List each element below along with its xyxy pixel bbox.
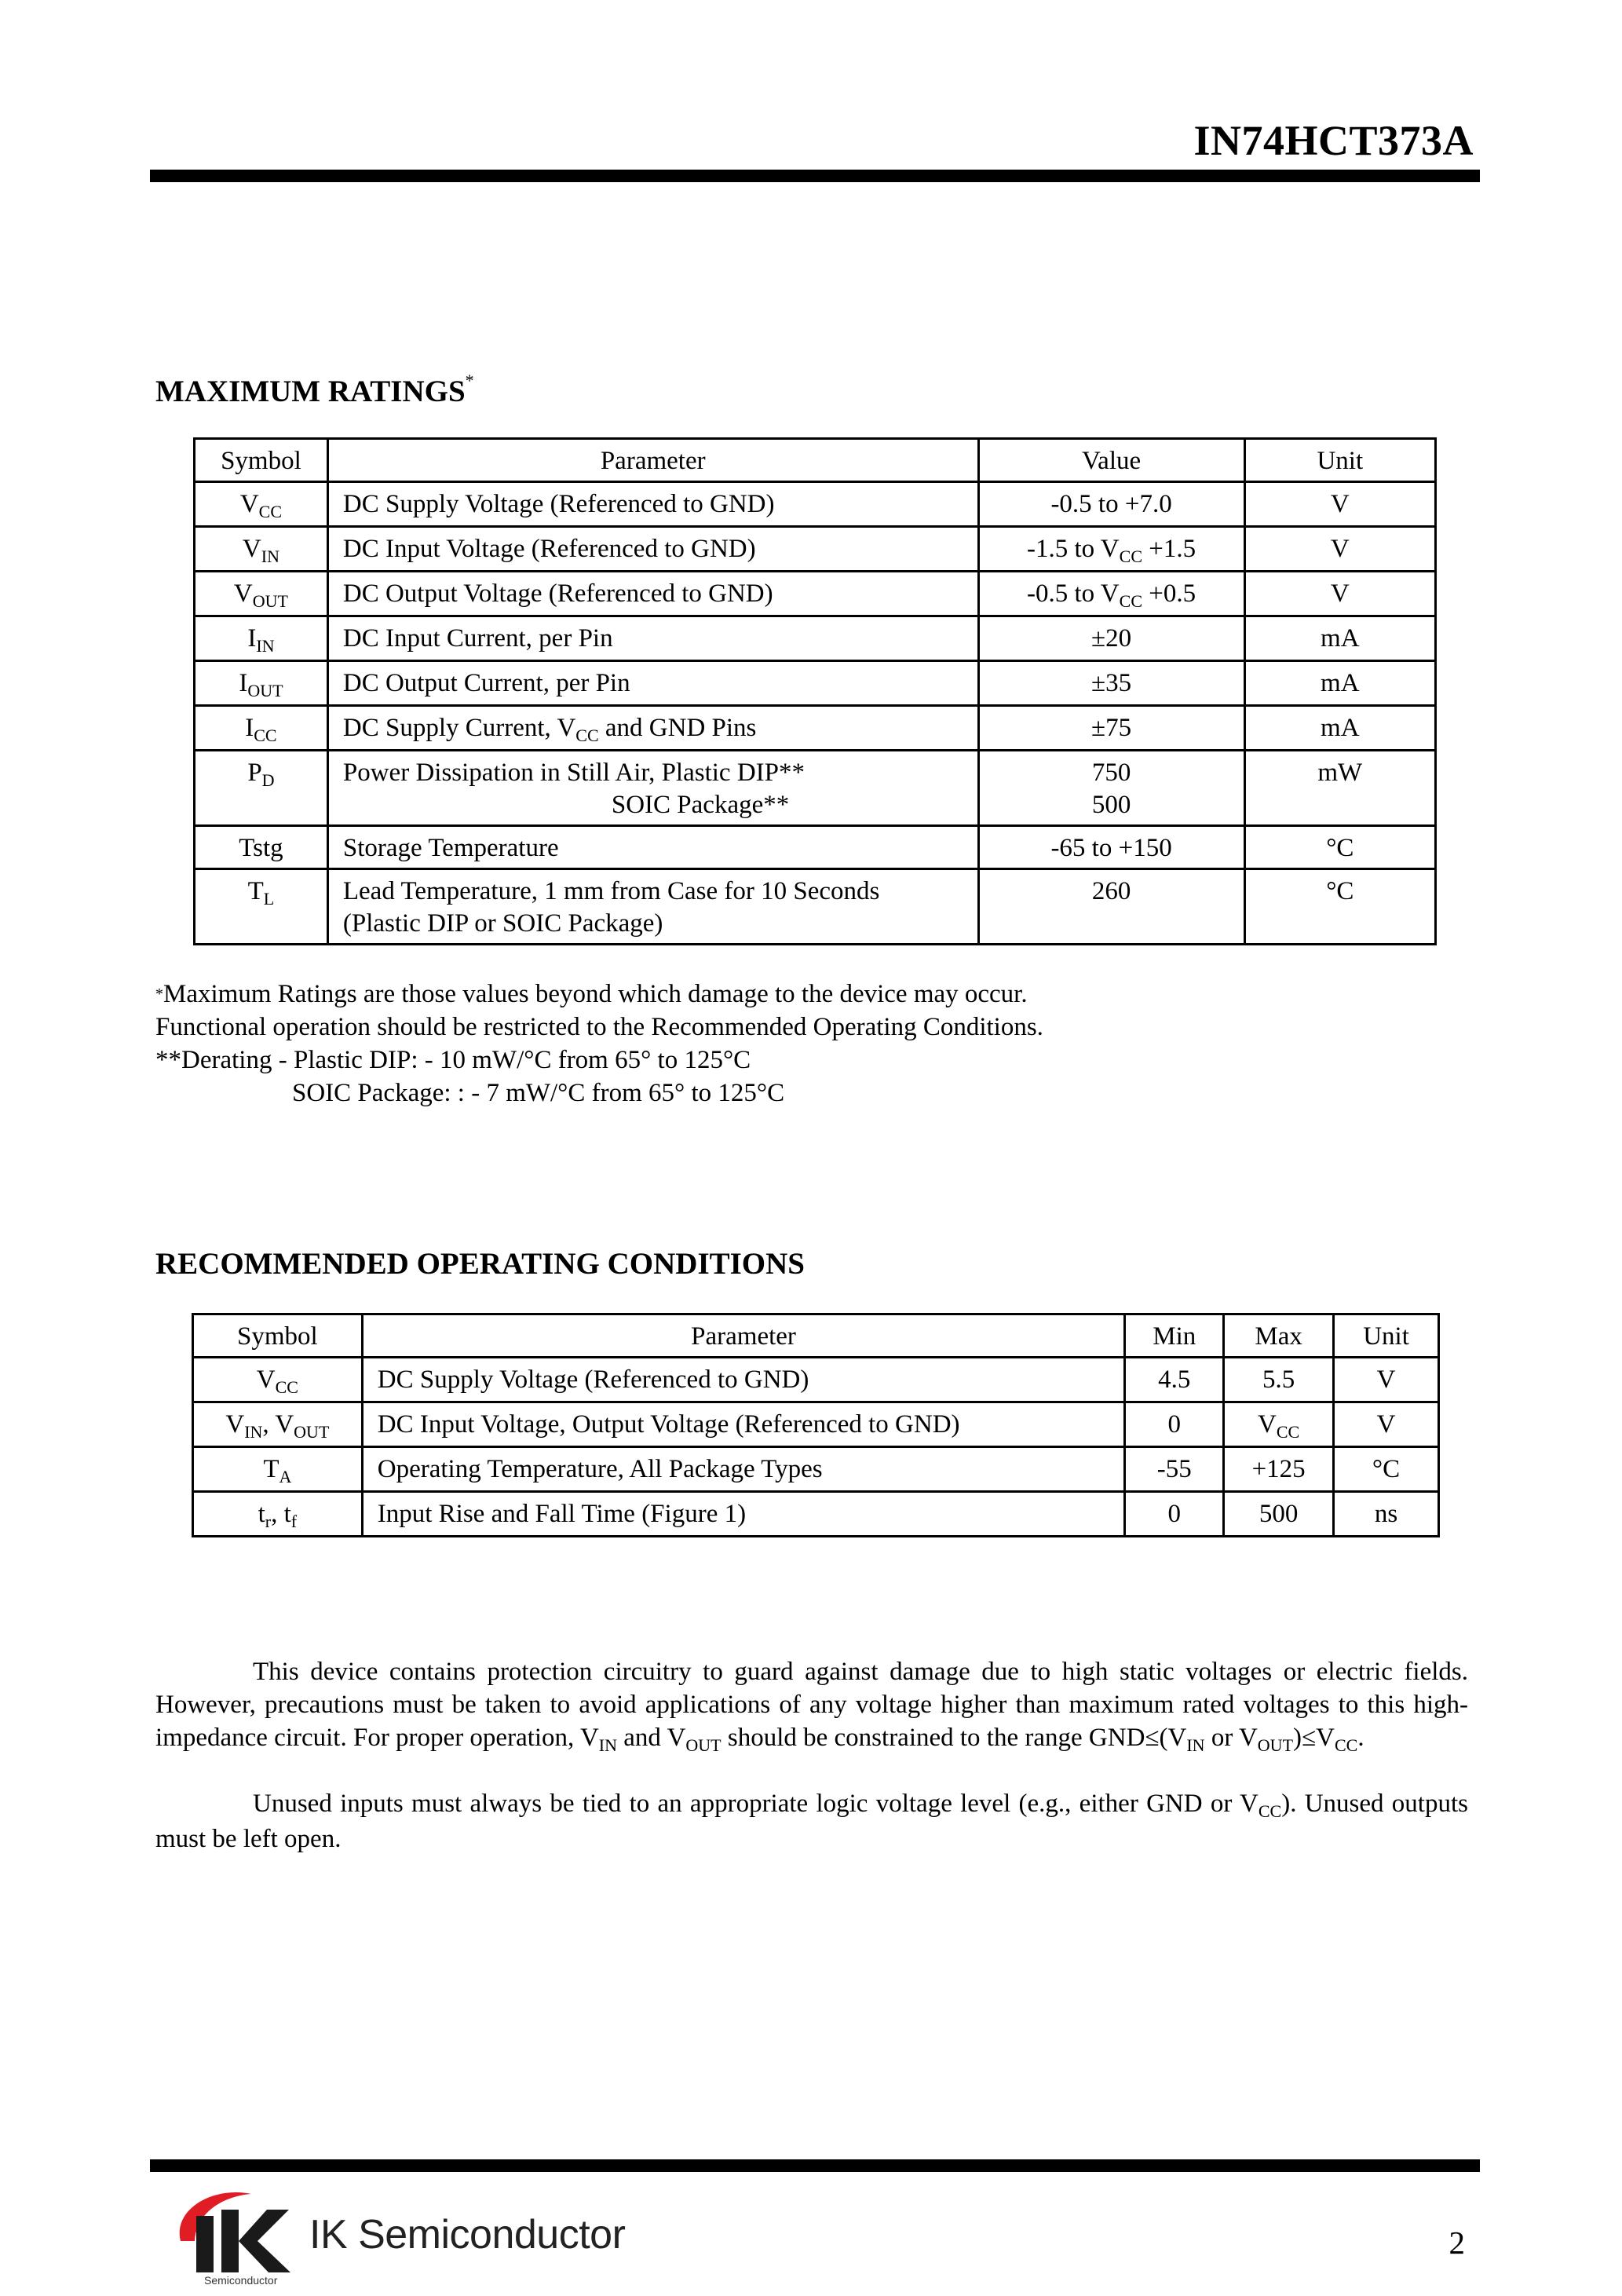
min-cell: 4.5 — [1125, 1358, 1224, 1402]
symbol-cell: $T_A$ — [193, 1447, 363, 1492]
column-header: Symbol — [195, 439, 328, 482]
min-cell: -55 — [1125, 1447, 1224, 1492]
table-row — [195, 826, 1436, 869]
value-cell: -65 to +150 — [978, 826, 1244, 869]
parameter-cell: Power Dissipation in Still Air, Plastic DIP** SOIC Package** — [327, 751, 978, 826]
footer-rule — [150, 2159, 1480, 2172]
unit-cell: °C — [1244, 869, 1435, 945]
table-row — [195, 482, 1436, 527]
symbol-cell: $T_L$ — [195, 869, 328, 945]
value-cell: 750 500 — [978, 751, 1244, 826]
parameter-cell: DC Output Current, per Pin — [327, 661, 978, 706]
table-row — [195, 572, 1436, 616]
company-name: IK Semiconductor — [309, 2212, 626, 2258]
max-cell: $V_{CC}$ — [1224, 1402, 1334, 1447]
rec-conditions-table — [192, 1313, 1440, 1537]
symbol-cell: $t_r$, $t_f$ — [193, 1492, 363, 1537]
note-line: **Derating - Plastic DIP: - 10 mW/°C from 65° to 125°C — [155, 1046, 751, 1074]
symbol-cell: $P_D$ — [195, 751, 328, 826]
unit-cell: mA — [1244, 661, 1435, 706]
column-header: Parameter — [327, 439, 978, 482]
table-row — [193, 1402, 1439, 1447]
unit-cell: V — [1244, 527, 1435, 572]
unit-cell: mW — [1244, 751, 1435, 826]
parameter-cell: Input Rise and Fall Time (Figure 1) — [362, 1492, 1125, 1537]
max-ratings-heading: MAXIMUM RATINGS* — [155, 371, 474, 408]
value-cell: -0.5 to $V_{CC} +0.5$ — [978, 572, 1244, 616]
symbol-cell: $I_{IN}$ — [195, 616, 328, 661]
parameter-cell: DC Output Voltage (Referenced to GND) — [327, 572, 978, 616]
table-row — [193, 1447, 1439, 1492]
ik-logo-icon — [165, 2186, 306, 2280]
value-cell: ±35 — [978, 661, 1244, 706]
max-cell: +125 — [1224, 1447, 1334, 1492]
unit-cell: °C — [1244, 826, 1435, 869]
symbol-cell: $V_{CC}$ — [193, 1358, 363, 1402]
rec-conditions-heading: RECOMMENDED OPERATING CONDITIONS — [155, 1247, 805, 1281]
unit-cell: V — [1334, 1402, 1439, 1447]
note-line: *Maximum Ratings are those values beyond which damage to the device may occur. — [155, 980, 1028, 1008]
max-ratings-table — [193, 437, 1437, 945]
symbol-cell: $I_{CC}$ — [195, 706, 328, 751]
min-cell: 0 — [1125, 1402, 1224, 1447]
column-header: Symbol — [193, 1314, 363, 1358]
value-cell: -1.5 to $V_{CC} +1.5$ — [978, 527, 1244, 572]
parameter-cell: DC Supply Voltage (Referenced to GND) — [362, 1358, 1125, 1402]
parameter-cell: DC Supply Current, $V_{CC}$ and GND Pins — [327, 706, 978, 751]
value-cell: ±20 — [978, 616, 1244, 661]
document-title: IN74HCT373A — [1193, 117, 1474, 164]
table-row — [195, 661, 1436, 706]
parameter-cell: Storage Temperature — [327, 826, 978, 869]
unit-cell: ns — [1334, 1492, 1439, 1537]
symbol-cell: $I_{OUT}$ — [195, 661, 328, 706]
max-cell: 5.5 — [1224, 1358, 1334, 1402]
symbol-cell: $V_{IN}$, $V_{OUT}$ — [193, 1402, 363, 1447]
parameter-cell: Operating Temperature, All Package Types — [362, 1447, 1125, 1492]
parameter-cell: DC Supply Voltage (Referenced to GND) — [327, 482, 978, 527]
unit-cell: V — [1334, 1358, 1439, 1402]
column-header: Unit — [1334, 1314, 1439, 1358]
parameter-cell: DC Input Voltage (Referenced to GND) — [327, 527, 978, 572]
table-row — [195, 869, 1436, 945]
table-row — [195, 706, 1436, 751]
unit-cell: V — [1244, 482, 1435, 527]
column-header: Min — [1125, 1314, 1224, 1358]
unit-cell: mA — [1244, 616, 1435, 661]
table-header-row — [195, 439, 1436, 482]
unused-inputs-paragraph: Unused inputs must always be tied to an appropriate logic voltage level (e.g., either GND or $V_{CC}$). Unused outputs must be left open. — [155, 1790, 1468, 1853]
header-rule — [150, 170, 1480, 182]
min-cell: 0 — [1125, 1492, 1224, 1537]
column-header: Max — [1224, 1314, 1334, 1358]
column-header: Parameter — [362, 1314, 1125, 1358]
column-header: Value — [978, 439, 1244, 482]
symbol-cell: Tstg — [195, 826, 328, 869]
table-row — [195, 751, 1436, 826]
protection-paragraph: This device contains protection circuitry to guard against damage due to high static voltages or electric fields. However, precautions must be taken to avoid applications of any voltage higher than maximum rated voltages to this high-impedance circuit. For proper operation, $V_{IN}$ and $V_{OUT}$ should be constrained to the range $GND\le(V_{IN}$ or $V_{OUT})\le V_{CC}$. — [155, 1658, 1468, 1755]
table-row — [193, 1358, 1439, 1402]
unit-cell: V — [1244, 572, 1435, 616]
note-line: SOIC Package: : - 7 mW/°C from 65° to 125°C — [292, 1079, 785, 1107]
symbol-cell: $V_{IN}$ — [195, 527, 328, 572]
unit-cell: °C — [1334, 1447, 1439, 1492]
value-cell: -0.5 to +7.0 — [978, 482, 1244, 527]
value-cell: ±75 — [978, 706, 1244, 751]
value-cell: 260 — [978, 869, 1244, 945]
parameter-cell: Lead Temperature, 1 mm from Case for 10 Seconds (Plastic DIP or SOIC Package) — [327, 869, 978, 945]
table-row — [195, 616, 1436, 661]
parameter-cell: DC Input Current, per Pin — [327, 616, 978, 661]
parameter-cell: DC Input Voltage, Output Voltage (Referenced to GND) — [362, 1402, 1125, 1447]
column-header: Unit — [1244, 439, 1435, 482]
table-row — [193, 1492, 1439, 1537]
table-row — [195, 527, 1436, 572]
table-header-row — [193, 1314, 1439, 1358]
max-ratings-notes — [155, 978, 1043, 1110]
unit-cell: mA — [1244, 706, 1435, 751]
logo-subtext: Semiconductor — [204, 2274, 278, 2287]
symbol-cell: $V_{CC}$ — [195, 482, 328, 527]
max-cell: 500 — [1224, 1492, 1334, 1537]
note-line: Functional operation should be restricted to the Recommended Operating Conditions. — [155, 1013, 1043, 1041]
page-number: 2 — [1448, 2225, 1465, 2261]
symbol-cell: $V_{OUT}$ — [195, 572, 328, 616]
